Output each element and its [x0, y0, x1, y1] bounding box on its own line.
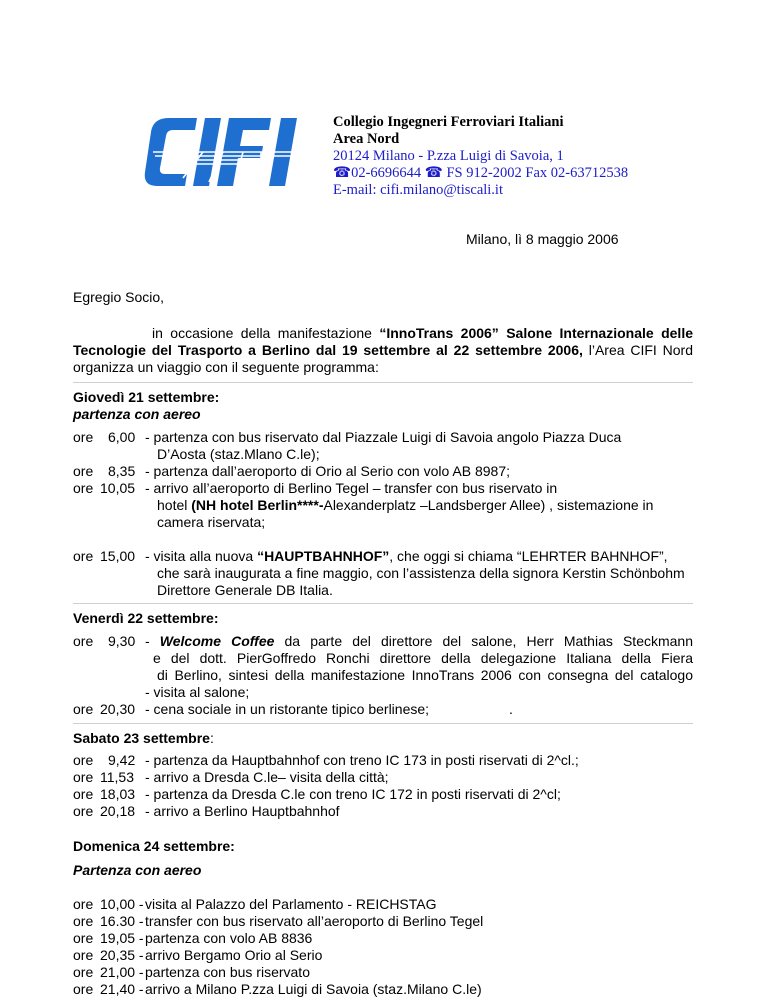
day-heading: Sabato 23 settembre:: [73, 730, 214, 746]
divider: [73, 603, 693, 604]
org-phone: ☎02-6696644 ☎ FS 912-2002 Fax 02-63712538: [333, 165, 629, 181]
day-heading: Domenica 24 settembre:: [73, 838, 235, 854]
org-email: E-mail: cifi.milano@tiscali.it: [333, 182, 503, 198]
intro-line-2: Tecnologie del Trasporto a Berlino dal 19 settembre al 22 settembre 2006, l’Area CIFI Nord: [73, 342, 694, 358]
cifi-logo: [143, 112, 323, 190]
divider: [73, 382, 693, 383]
day-heading: Venerdì 22 settembre:: [73, 610, 219, 626]
letter-date: Milano, lì 8 maggio 2006: [466, 231, 619, 247]
phone-icon: ☎: [333, 165, 352, 181]
intro-line-3: organizza un viaggio con il seguente programma:: [73, 359, 379, 375]
intro-line-1: in occasione della manifestazione “InnoTrans 2006” Salone Internazionale delle: [152, 325, 693, 341]
salutation: Egregio Socio,: [73, 289, 165, 305]
letterhead: [333, 114, 628, 199]
org-address: 20124 Milano - P.zza Luigi di Savoia, 1: [333, 148, 564, 164]
org-name: Collegio Ingegneri Ferroviari Italiani: [333, 114, 564, 130]
letter-page: Collegio Ingegneri Ferroviari Italiani Area Nord 20124 Milano - P.zza Luigi di Savoia, 1 ☎02-6696644 ☎ FS 912-2002 Fax 02-63712538 E-mail: cifi.milano@tiscali.it Milano, lì 8 maggio 2006 Egregio Socio, in occasione della manifestazione “InnoTrans 2006” Salone Internazionale delle Tecnologie del Trasporto a Berlino dal 19 settembre al 22 settembre 2006, l’Area CIFI Nord organizza un viaggio con il seguente programma: Giovedì 21 settembre: partenza con aereo ore 6,00 - partenza con bus riservato dal Piazzale Luigi di Savoia angolo Piazza Duca D’Aosta (staz.Mlano C.le); ore 8,35 - partenza dall’aeroporto di Orio al Serio con volo AB 8987; ore 10,05 - arrivo all’aeroporto di Berlino Tegel – transfer con bus riservato in hotel (NH hotel Berlin****-Alexanderplatz –Landsberger Allee) , sistemazione in camera riservata; ore 15,00 - visita alla nuova “HAUPTBAHNHOF”, che oggi si chiama “LEHRTER BAHNHOF”, che sarà inaugurata a fine maggio, con l’assistenza della signora Kerstin Schönbohm Direttore Generale DB Italia. Venerdì 22 settembre: ore 9,30 - Welcome Coffee da parte del direttore del salone, Herr Mathias Steckmann e del dott. PierGoffredo Ronchi direttore della delegazione Italiana della Fiera di Berlino, sintesi della manifestazione InnoTrans 2006 con consegna del catalogo - visita al salone; ore 20,30 - cena sociale in un ristorante tipico berlinese; . Sabato 23 settembre: ore 9,42 - partenza da Hauptbahnhof con treno IC 173 in posti riservati di 2^cl.; ore 11,53 - arrivo a Dresda C.le– visita della città; ore 18,03 - partenza da Dresda C.le con treno IC 172 in posti riservati di 2^cl; ore 20,18 - arrivo a Berlino Hauptbahnhof Domenica 24 settembre: Partenza con aereo ore 10,00 - visita al Palazzo del Parlamento - REICHSTAG ore 16.30 - transfer con bus riservato all’aeroporto di Berlino Tegel ore 19,05 - partenza con volo AB 8836 ore 20,35 - arrivo Bergamo Orio al Serio ore 21,00 - partenza con bus riservato ore 21,40 - arrivo a Milano P.zza Luigi di Savoia (staz.Milano C.le): [73, 114, 694, 997]
phone-icon: ☎: [424, 165, 443, 181]
org-area: Area Nord: [333, 131, 400, 147]
day-heading: Giovedì 21 settembre:: [73, 389, 220, 405]
day-subheading: Partenza con aereo: [73, 862, 202, 878]
day-subheading: partenza con aereo: [73, 406, 201, 422]
divider: [73, 723, 693, 724]
